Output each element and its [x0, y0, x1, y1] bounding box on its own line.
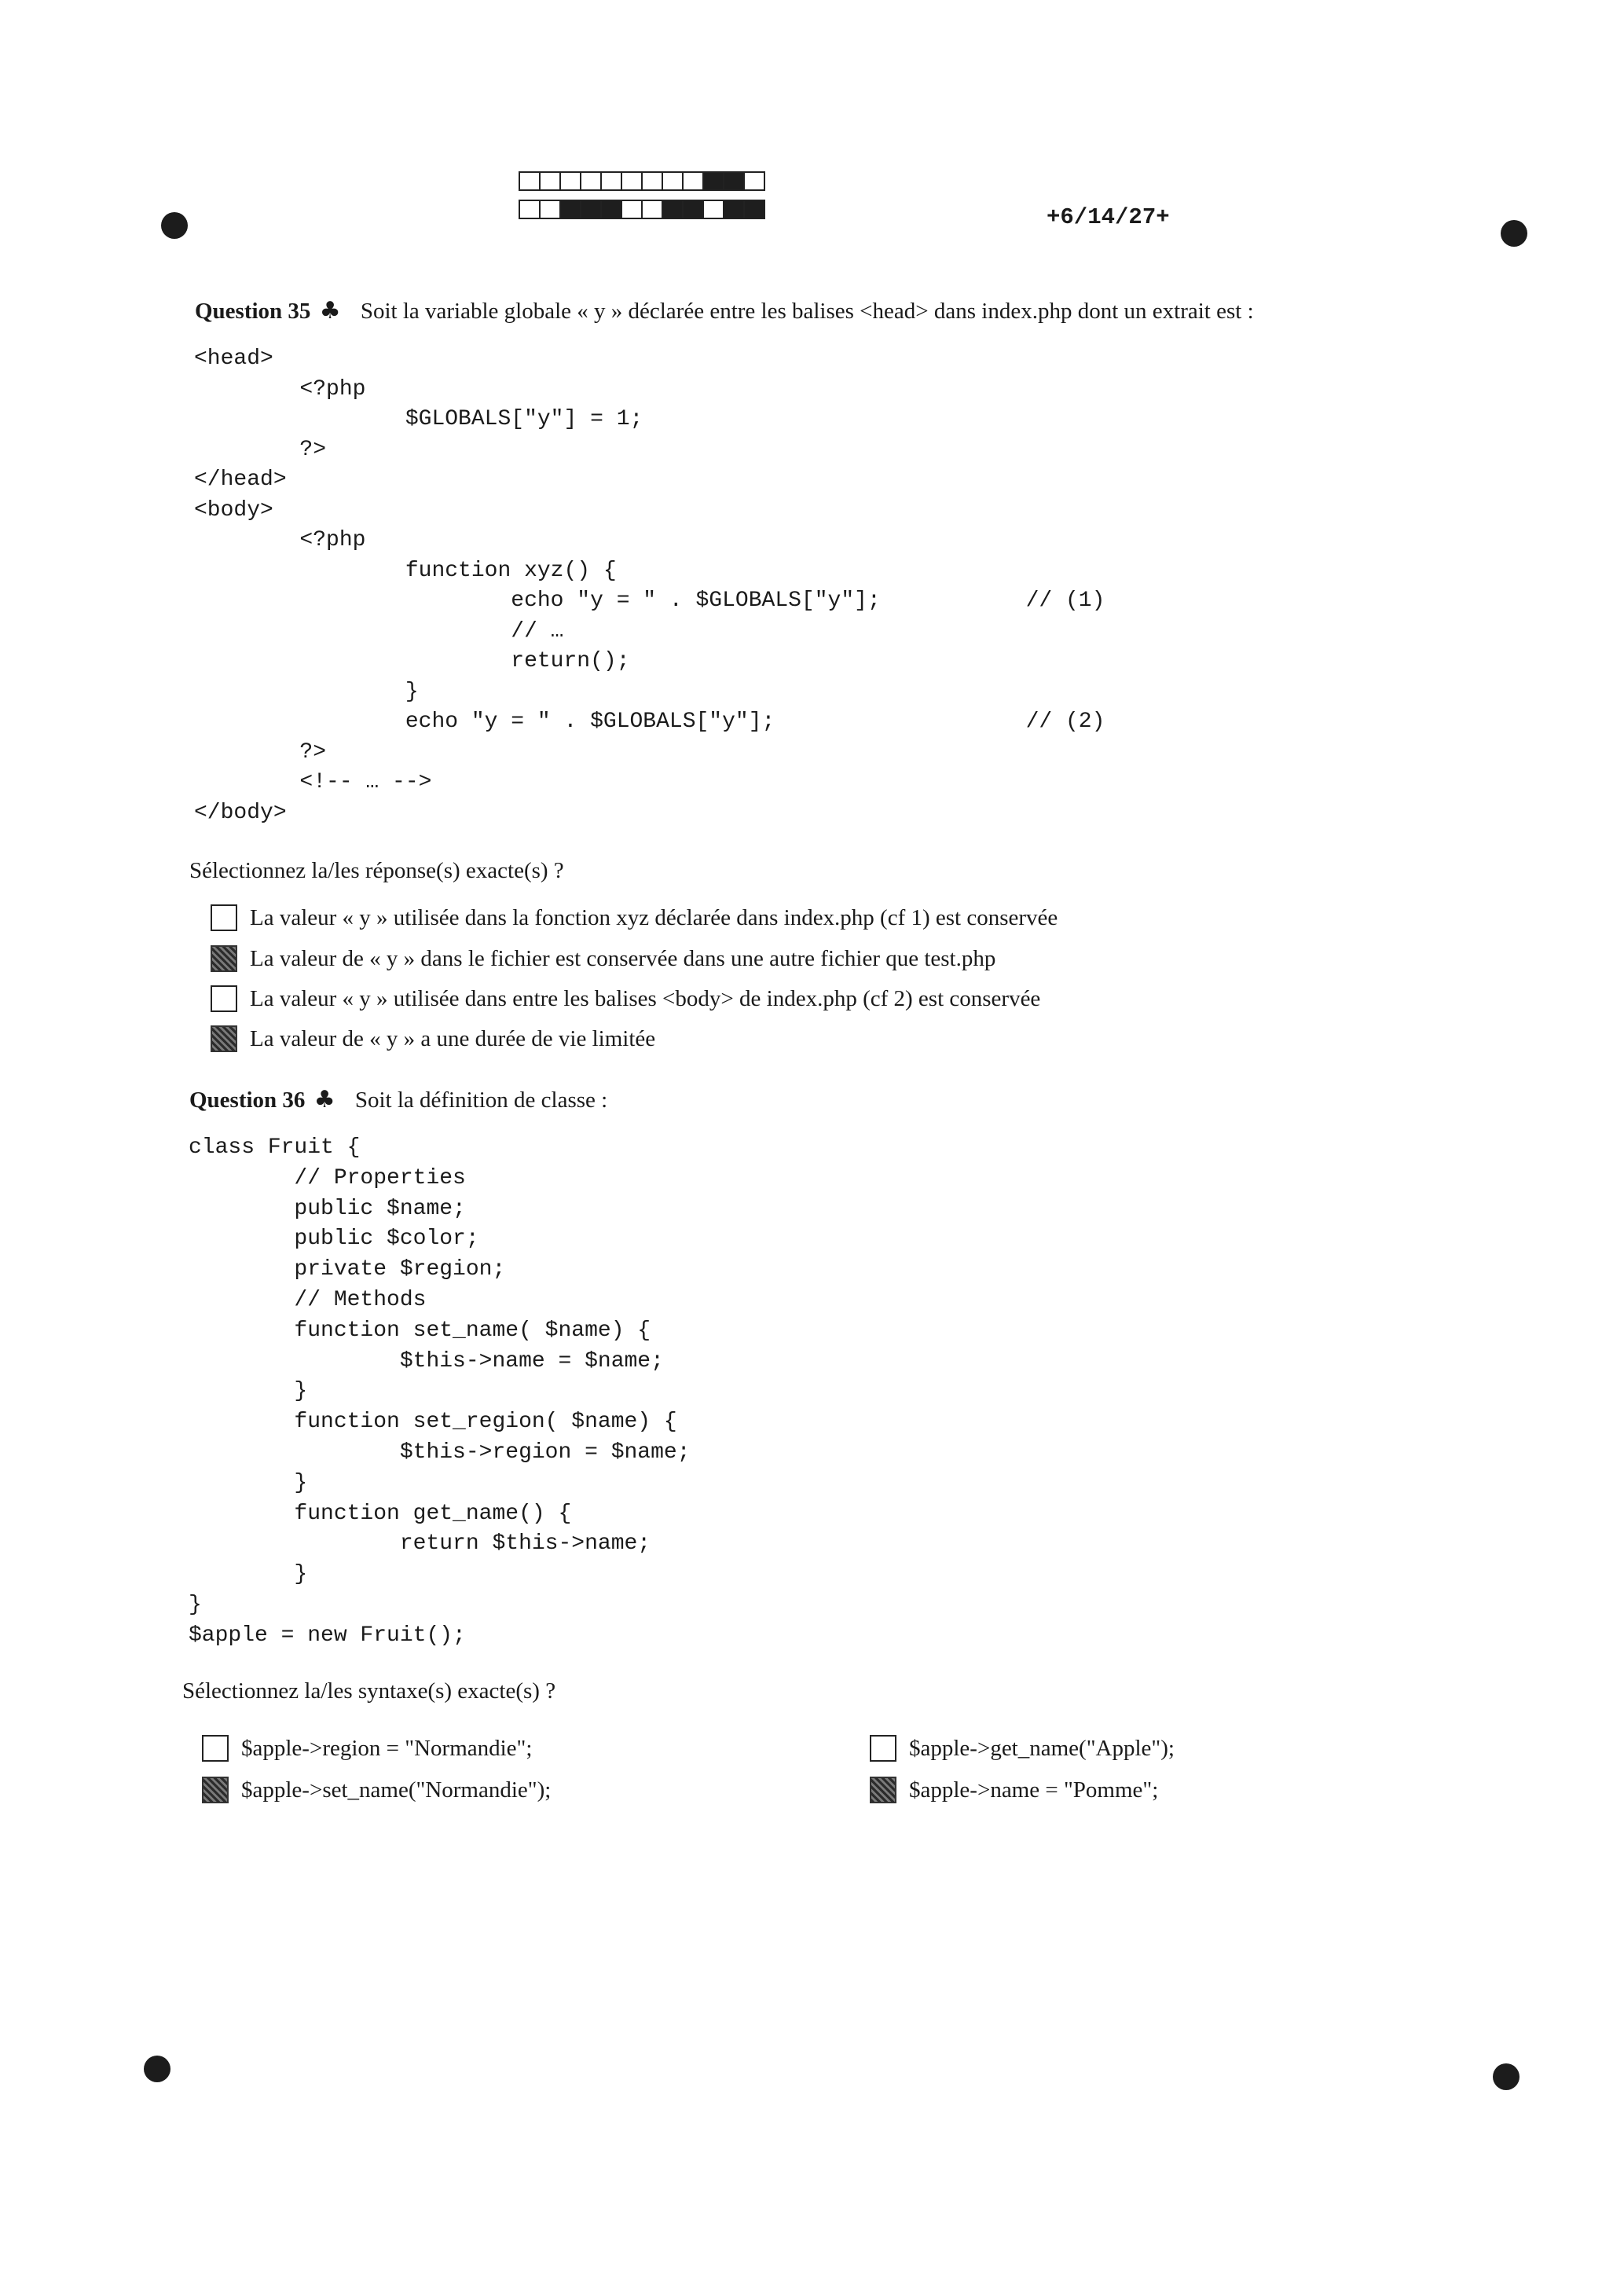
barcode-cell: [743, 200, 765, 219]
answer-checkbox[interactable]: [211, 985, 237, 1012]
option-text: La valeur « y » utilisée dans la fonction xyz déclarée dans index.php (cf 1) est conservée: [250, 904, 1058, 930]
question-number: Question 36: [189, 1087, 306, 1113]
question-35-prompt: Sélectionnez la/les réponse(s) exacte(s) ?: [189, 858, 564, 883]
barcode-cell: [662, 200, 684, 219]
barcode-cell: [682, 171, 704, 191]
answer-checkbox[interactable]: [202, 1735, 229, 1762]
page-id: +6/14/27+: [1047, 204, 1170, 230]
option-text: La valeur « y » utilisée dans entre les balises <body> de index.php (cf 2) est conservée: [250, 985, 1041, 1011]
barcode-cell: [600, 200, 622, 219]
barcode-cell: [743, 171, 765, 191]
barcode-row: [519, 171, 764, 191]
answer-checkbox[interactable]: [870, 1735, 896, 1762]
answer-checkbox-filled[interactable]: [202, 1777, 229, 1803]
barcode-cell: [641, 171, 663, 191]
barcode-cell: [723, 200, 745, 219]
barcode-cell: [519, 200, 541, 219]
barcode-cell: [519, 171, 541, 191]
q35-option-4[interactable]: [211, 1025, 655, 1052]
answer-checkbox-filled[interactable]: [211, 945, 237, 972]
barcode-cell: [539, 200, 561, 219]
question-35-header: [195, 297, 1254, 325]
answer-checkbox[interactable]: [211, 904, 237, 931]
q36-option-4[interactable]: [870, 1777, 1158, 1803]
barcode-row: [519, 200, 764, 219]
barcode-cell: [539, 171, 561, 191]
option-text: La valeur de « y » dans le fichier est conservée dans une autre fichier que test.php: [250, 945, 996, 971]
question-36-header: [189, 1086, 607, 1113]
answer-checkbox-filled[interactable]: [211, 1025, 237, 1052]
barcode-cell: [580, 200, 602, 219]
question-number: Question 35: [195, 299, 311, 324]
barcode-cell: [662, 171, 684, 191]
barcode-cell: [559, 171, 581, 191]
barcode-cell: [621, 200, 643, 219]
registration-mark-top-left: [161, 212, 188, 239]
question-statement: Soit la variable globale « y » déclarée entre les balises <head> dans index.php dont un extrait est :: [360, 299, 1254, 324]
barcode-cell: [621, 171, 643, 191]
barcode-cell: [559, 200, 581, 219]
registration-mark-bottom-right: [1493, 2063, 1520, 2090]
option-text: $apple->get_name("Apple");: [909, 1735, 1175, 1761]
barcode-cell: [723, 171, 745, 191]
q35-option-3[interactable]: [211, 985, 1040, 1012]
q36-option-1[interactable]: [202, 1735, 532, 1762]
question-statement: Soit la définition de classe :: [354, 1087, 608, 1113]
club-icon: ♣: [313, 1086, 335, 1113]
barcode-cell: [702, 200, 724, 219]
barcode-cell: [682, 200, 704, 219]
q35-option-2[interactable]: [211, 945, 995, 972]
option-text: $apple->name = "Pomme";: [909, 1777, 1159, 1803]
option-text: $apple->region = "Normandie";: [241, 1735, 533, 1761]
option-text: La valeur de « y » a une durée de vie limitée: [250, 1025, 656, 1051]
question-35-code: <head> <?php $GLOBALS["y"] = 1; ?> </head> <body> <?php function xyz() { echo "y = " . $GLOBALS["y"]; // (1) // … return(); } echo "y = " . $GLOBALS["y"]; // (2) ?> <!-- … --> </body>: [194, 347, 1105, 825]
answer-checkbox-filled[interactable]: [870, 1777, 896, 1803]
q36-option-2[interactable]: [202, 1777, 551, 1803]
club-icon: ♣: [319, 297, 341, 325]
option-text: $apple->set_name("Normandie");: [241, 1777, 552, 1803]
q35-option-1[interactable]: [211, 904, 1058, 931]
question-36-code: class Fruit { // Properties public $name; public $color; private $region; // Methods function set_name( $name) { $this->name = $name; } function set_region( $name) { $this->region = $name; } function get_name() { return $this->name; } } $apple = new Fruit();: [189, 1135, 691, 1648]
barcode-cell: [702, 171, 724, 191]
registration-mark-top-right: [1501, 220, 1527, 247]
registration-mark-bottom-left: [144, 2056, 170, 2082]
question-36-prompt: Sélectionnez la/les syntaxe(s) exacte(s) ?: [182, 1678, 556, 1704]
barcode-cell: [600, 171, 622, 191]
q36-option-3[interactable]: [870, 1735, 1175, 1762]
barcode-cell: [580, 171, 602, 191]
barcode-cell: [641, 200, 663, 219]
